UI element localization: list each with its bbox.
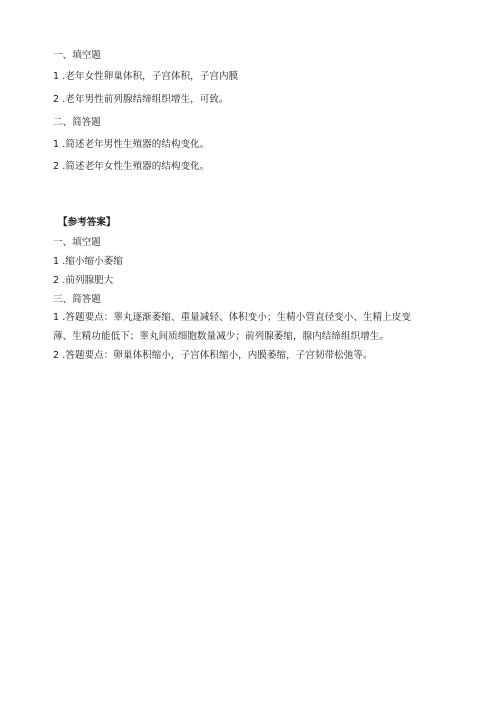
answer-short-answer-1-line1: 1 .答题要点：睾丸逐渐萎缩、重量减轻、体积变小；生精小管直径变小、生精上皮变 [53,312,411,323]
question-short-answer-1: 1 .简述老年男性生殖器的结构变化。 [53,139,210,150]
answer-fill-blank-1: 1 .缩小缩小萎缩 [53,256,123,267]
section-heading-fill-blank: 一、填空题 [53,50,102,61]
answers-section-heading-short-answer: 三、简答题 [53,294,102,305]
question-fill-blank-2: 2 .老年男性前列腺结缔组织增生，可致。 [53,94,229,105]
answers-title: 【参考答案】 [58,217,116,228]
answers-section-heading-fill-blank: 一、填空题 [53,237,102,248]
section-heading-short-answer: 二、简答题 [53,117,102,128]
answer-short-answer-1-line2: 薄、生精功能低下；睾丸间质细胞数量减少；前列腺萎缩，腺内结缔组织增生。 [53,331,390,342]
question-short-answer-2: 2 .简述老年女性生殖器的结构变化。 [53,161,210,172]
question-fill-blank-1: 1 .老年女性卵巢体积，子宫体积，子宫内膜 [53,71,239,82]
answer-short-answer-2: 2 .答题要点：卵巢体积缩小，子宫体积缩小，内膜萎缩，子宫韧带松弛等。 [53,350,373,361]
answer-fill-blank-2: 2 .前列腺肥大 [53,275,114,286]
